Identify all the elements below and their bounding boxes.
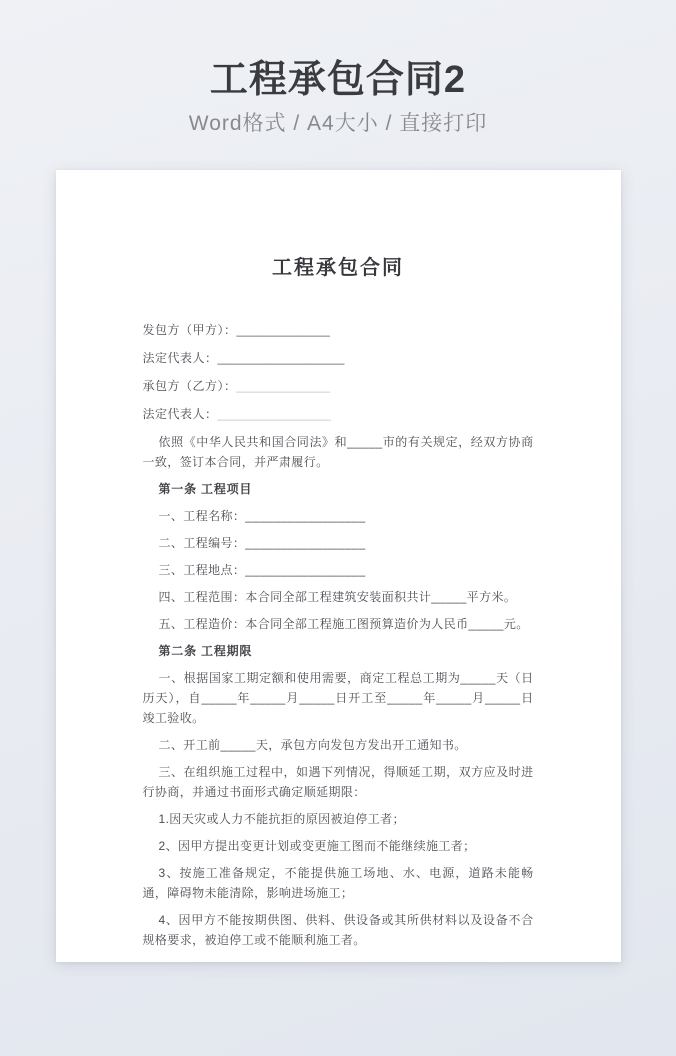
contract-item-project-cost: 五、工程造价：本合同全部工程施工图预算造价为人民币_____元。	[158, 617, 529, 631]
contract-item-project-scope: 四、工程范围：本合同全部工程建筑安装面积共计_____平方米。	[158, 590, 517, 604]
contract-clause-extension: 三、在组织施工过程中，如遇下列情况，得顺延工期，双方应及时进行协商，并通过书面形式确定顺延期限：	[142, 765, 534, 799]
party-line-contractor	[143, 376, 534, 396]
contract-item-project-name: 一、工程名称：_________________	[158, 509, 366, 523]
blank-field: ___________________	[217, 351, 345, 365]
listing-subtitle: Word格式 / A4大小 / 直接打印	[188, 112, 488, 135]
party-line-contractor-representative	[143, 404, 534, 424]
party-lines-block	[143, 320, 534, 424]
contract-intro-paragraph: 依照《中华人民共和国合同法》和_____市的有关规定，经双方协商一致，签订本合同，并严肃履行。	[142, 435, 534, 469]
contract-heading-article-2: 第二条 工程期限	[158, 644, 253, 658]
document-page	[56, 170, 621, 962]
party-line-employer-representative	[143, 348, 534, 368]
blank-field: ______________	[236, 323, 330, 337]
contract-item-project-location: 三、工程地点：_________________	[158, 563, 366, 577]
listing-title: 工程承包合同2	[209, 59, 467, 101]
party-label: 发包方（甲方）：	[142, 323, 237, 337]
document-title: 工程承包合同	[272, 257, 404, 279]
listing-header	[0, 0, 676, 137]
party-line-employer	[143, 320, 534, 340]
contract-item-project-number: 二、工程编号：_________________	[158, 536, 366, 550]
contract-heading-article-1: 第一条 工程项目	[158, 482, 253, 496]
contract-subclause-4: 4、因甲方不能按期供图、供料、供设备或其所供材料以及设备不合规格要求，被迫停工或不能顺利施工者。	[142, 913, 534, 947]
party-label: 法定代表人：	[142, 407, 218, 421]
contract-subclause-1: 1.因天灾或人力不能抗拒的原因被迫停工者；	[158, 812, 405, 826]
contract-body	[143, 432, 534, 950]
contract-clause-duration: 一、根据国家工期定额和使用需要，商定工程总工期为_____天（日历天），自_____年_____月_____日开工至_____年_____月_____日竣工验收。	[142, 671, 534, 725]
party-label: 承包方（乙方）：	[142, 379, 237, 393]
blank-field: _________________	[217, 407, 331, 421]
contract-subclause-2: 2、因甲方提出变更计划或变更施工图而不能继续施工者；	[158, 839, 476, 853]
party-label: 法定代表人：	[142, 351, 218, 365]
contract-subclause-3: 3、按施工准备规定，不能提供施工场地、水、电源，道路未能畅通，障碍物未能清除，影响进场施工；	[142, 866, 534, 900]
blank-field: ______________	[236, 379, 330, 393]
contract-clause-start-notice: 二、开工前_____天，承包方向发包方发出开工通知书。	[158, 738, 467, 752]
